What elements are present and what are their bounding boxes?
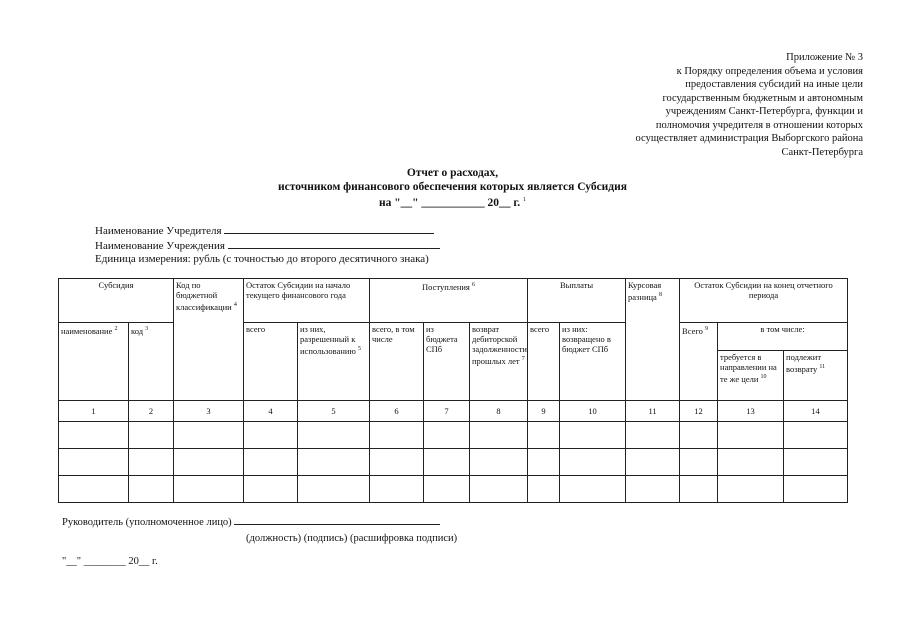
table-cell[interactable] (784, 476, 848, 503)
table-cell[interactable] (718, 476, 784, 503)
institution-field[interactable] (228, 239, 440, 249)
signature-label: Руководитель (уполномоченное лицо) (62, 517, 232, 528)
header-code: код $^3$ (129, 323, 174, 401)
header-end-refund: подлежит возврату $^{11}$ (784, 351, 848, 401)
header-end-including: в том числе: (718, 323, 848, 351)
column-number-row (59, 401, 848, 422)
table-cell[interactable] (470, 422, 528, 449)
header-receipts: Поступления $^6$ (370, 279, 528, 323)
table-cell[interactable] (244, 449, 298, 476)
table-cell[interactable] (424, 449, 470, 476)
table-cell[interactable] (174, 476, 244, 503)
table-cell[interactable] (424, 422, 470, 449)
data-rows (59, 422, 848, 503)
table-cell[interactable] (174, 449, 244, 476)
header-payments-total: всего (528, 323, 560, 401)
appendix-line: к Порядку определения объема и условия (676, 65, 863, 77)
column-number: 13 (718, 401, 784, 422)
header-receipts-return: возврат дебиторской задолженности прошлых лет $^7$ (470, 323, 528, 401)
column-number: 11 (626, 401, 680, 422)
table-cell[interactable] (244, 422, 298, 449)
unit-label: Единица измерения: рубль (с точностью до второго десятичного знака) (95, 253, 429, 265)
signature-block (62, 515, 440, 529)
table-cell[interactable] (680, 422, 718, 449)
table-cell[interactable] (298, 476, 370, 503)
title-line-3 (0, 194, 905, 210)
institution-label: Наименование Учреждения (95, 239, 225, 252)
signature-field[interactable] (234, 515, 440, 525)
report-title (0, 167, 905, 210)
report-meta (95, 224, 440, 267)
footnote-marker: 1 (523, 197, 527, 203)
table-cell[interactable] (370, 476, 424, 503)
header-start-total: всего (244, 323, 298, 401)
table-cell[interactable] (370, 449, 424, 476)
title-line-2: источником финансового обеспечения которых является Субсидия (278, 180, 627, 193)
appendix-line: государственным бюджетным и автономным (662, 92, 863, 104)
header-budget-code: Код по бюджетной классификации $^4$ (174, 279, 244, 401)
table-cell[interactable] (59, 449, 129, 476)
appendix-line: осуществляет администрация Выборгского района (635, 133, 863, 144)
header-end-required: требуется в направлении на те же цели $^{10}$ (718, 351, 784, 401)
title-date: на "__" ___________ 20__ г. (378, 196, 521, 209)
column-number: 8 (470, 401, 528, 422)
column-number: 4 (244, 401, 298, 422)
header-end-total: Всего $^9$ (680, 323, 718, 401)
table-row (59, 449, 848, 476)
table-cell[interactable] (560, 422, 626, 449)
appendix-line: предоставления субсидий на иные цели (685, 79, 863, 90)
header-name: наименование $^2$ (59, 323, 129, 401)
column-number: 3 (174, 401, 244, 422)
appendix-line: полномочия учредителя в отношении которых (655, 119, 863, 131)
table-cell[interactable] (626, 422, 680, 449)
column-number: 7 (424, 401, 470, 422)
header-start-allowed: из них, разрешенный к использованию $^5$ (298, 323, 370, 401)
table-cell[interactable] (244, 476, 298, 503)
header-subsidy: Субсидия (59, 279, 174, 323)
column-number: 1 (59, 401, 129, 422)
column-number: 5 (298, 401, 370, 422)
table-cell[interactable] (718, 422, 784, 449)
table-cell[interactable] (298, 449, 370, 476)
table-cell[interactable] (560, 476, 626, 503)
appendix-header (533, 51, 863, 159)
header-payments-returned: из них: возвращено в бюджет СПб (560, 323, 626, 401)
table-cell[interactable] (129, 449, 174, 476)
header-balance-start: Остаток Субсидии на начало текущего финансового года (244, 279, 370, 323)
table-cell[interactable] (528, 422, 560, 449)
table-cell[interactable] (528, 449, 560, 476)
date-line: "__" ________ 20__ г. (62, 556, 158, 567)
table-cell[interactable] (718, 449, 784, 476)
column-number: 9 (528, 401, 560, 422)
table-cell[interactable] (129, 422, 174, 449)
column-number: 10 (560, 401, 626, 422)
founder-field[interactable] (224, 224, 434, 234)
table-row (59, 422, 848, 449)
report-table (58, 278, 848, 503)
table-cell[interactable] (528, 476, 560, 503)
table-cell[interactable] (680, 476, 718, 503)
table-cell[interactable] (59, 476, 129, 503)
appendix-line: Санкт-Петербурга (781, 146, 863, 158)
header-payments: Выплаты (528, 279, 626, 323)
founder-label: Наименование Учредителя (95, 225, 222, 237)
table-cell[interactable] (626, 476, 680, 503)
column-number: 12 (680, 401, 718, 422)
table-cell[interactable] (784, 422, 848, 449)
table-cell[interactable] (59, 422, 129, 449)
table-cell[interactable] (626, 449, 680, 476)
table-row (59, 476, 848, 503)
header-exchange-difference: Курсовая разница $^8$ (626, 279, 680, 401)
header-balance-end: Остаток Субсидии на конец отчетного периода (680, 279, 848, 323)
signature-caption: (должность) (подпись) (расшифровка подписи) (246, 533, 458, 544)
table-cell[interactable] (470, 476, 528, 503)
table-cell[interactable] (424, 476, 470, 503)
column-number: 14 (784, 401, 848, 422)
column-number: 6 (370, 401, 424, 422)
appendix-line: учреждениям Санкт-Петербурга, функции и (665, 106, 863, 117)
appendix-line: Приложение № 3 (786, 52, 863, 63)
table-cell[interactable] (298, 422, 370, 449)
table-cell[interactable] (680, 449, 718, 476)
table-cell[interactable] (129, 476, 174, 503)
column-number: 2 (129, 401, 174, 422)
table-cell[interactable] (560, 449, 626, 476)
title-line-1: Отчет о расходах, (406, 167, 499, 179)
table-cell[interactable] (174, 422, 244, 449)
table-cell[interactable] (784, 449, 848, 476)
table-cell[interactable] (470, 449, 528, 476)
header-receipts-total: всего, в том числе (370, 323, 424, 401)
table-cell[interactable] (370, 422, 424, 449)
header-receipts-budget: из бюджета СПб (424, 323, 470, 401)
